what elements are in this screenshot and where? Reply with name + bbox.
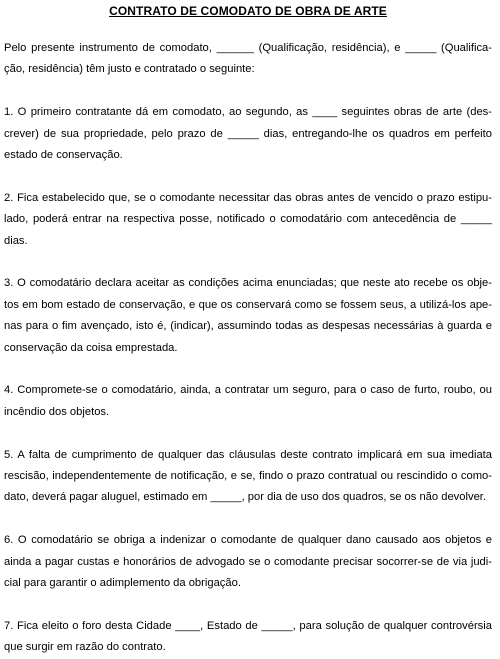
text-line: crever) de sua propriedade, pelo prazo de _____ dias, entregando-lhe os quadros em perfeito [4,127,492,140]
text-line: estado de conservação. [4,149,123,162]
clause-1 [4,102,492,166]
text-line: 5. A falta de cumprimento de qualquer das cláusulas deste contrato implicará em sua imediata [4,448,492,461]
text-line: cial para garantir o adimplemento da obrigação. [4,577,241,590]
document-title: CONTRATO DE COMODATO DE OBRA DE ARTE [109,4,387,18]
text-line: 6. O comodatário se obriga a indenizar o comodante de qualquer dano causado aos objetos e [4,534,492,547]
text-line: incêndio dos objetos. [4,405,110,418]
text-line: dias. [4,234,28,247]
text-line: 1. O primeiro contratante dá em comodato, ao segundo, as ____ seguintes obras de arte (des- [4,106,492,119]
clause-2 [4,188,492,252]
text-line: que surgir em razão do contrato. [4,641,166,654]
text-line: 3. O comodatário declara aceitar as condições acima enunciadas; que neste ato recebe os obje- [4,277,492,290]
text-line: 4. Compromete-se o comodatário, ainda, a contratar um seguro, para o caso de furto, roubo, ou [4,384,492,397]
text-line: Pelo presente instrumento de comodato, ______ (Qualificação, residência), e _____ (Qualifica- [4,42,492,54]
text-line: 7. Fica eleito o foro desta Cidade ____, Estado de _____, para solução de qualquer controvérsia [4,619,492,632]
clause-4 [4,380,492,423]
text-line: ainda a pagar custas e honorários de advogado se o comodante precisar socorrer-se de via judi- [4,555,492,568]
clause-7 [4,616,492,659]
text-line: lado, poderá entrar na respectiva posse, notificado o comodatário com antecedência de _____ [4,213,492,226]
intro-paragraph [4,38,492,81]
text-line: nas para o fim avençado, isto é, (indicar), assumindo todas as despesas necessárias à guarda e [4,320,492,333]
clause-3 [4,273,492,359]
text-line: tos em bom estado de conservação, e que os conservará como se fossem seus, a utilizá-los ape- [4,298,492,311]
text-line: rescisão, independentemente de notificação, e se, findo o prazo contratual ou rescindido o como- [4,470,492,483]
text-line: conservação da coisa emprestada. [4,341,178,354]
clause-6 [4,530,492,594]
text-line: dato, deverá pagar aluguel, estimado em _____, por dia de uso dos quadros, se os não devolver. [4,491,487,504]
clause-5 [4,445,492,509]
text-line: 2. Fica estabelecido que, se o comodante necessitar das obras antes de vencido o prazo estipu- [4,191,492,204]
text-line: ção, residência) têm justo e contratado o seguinte: [4,63,255,76]
